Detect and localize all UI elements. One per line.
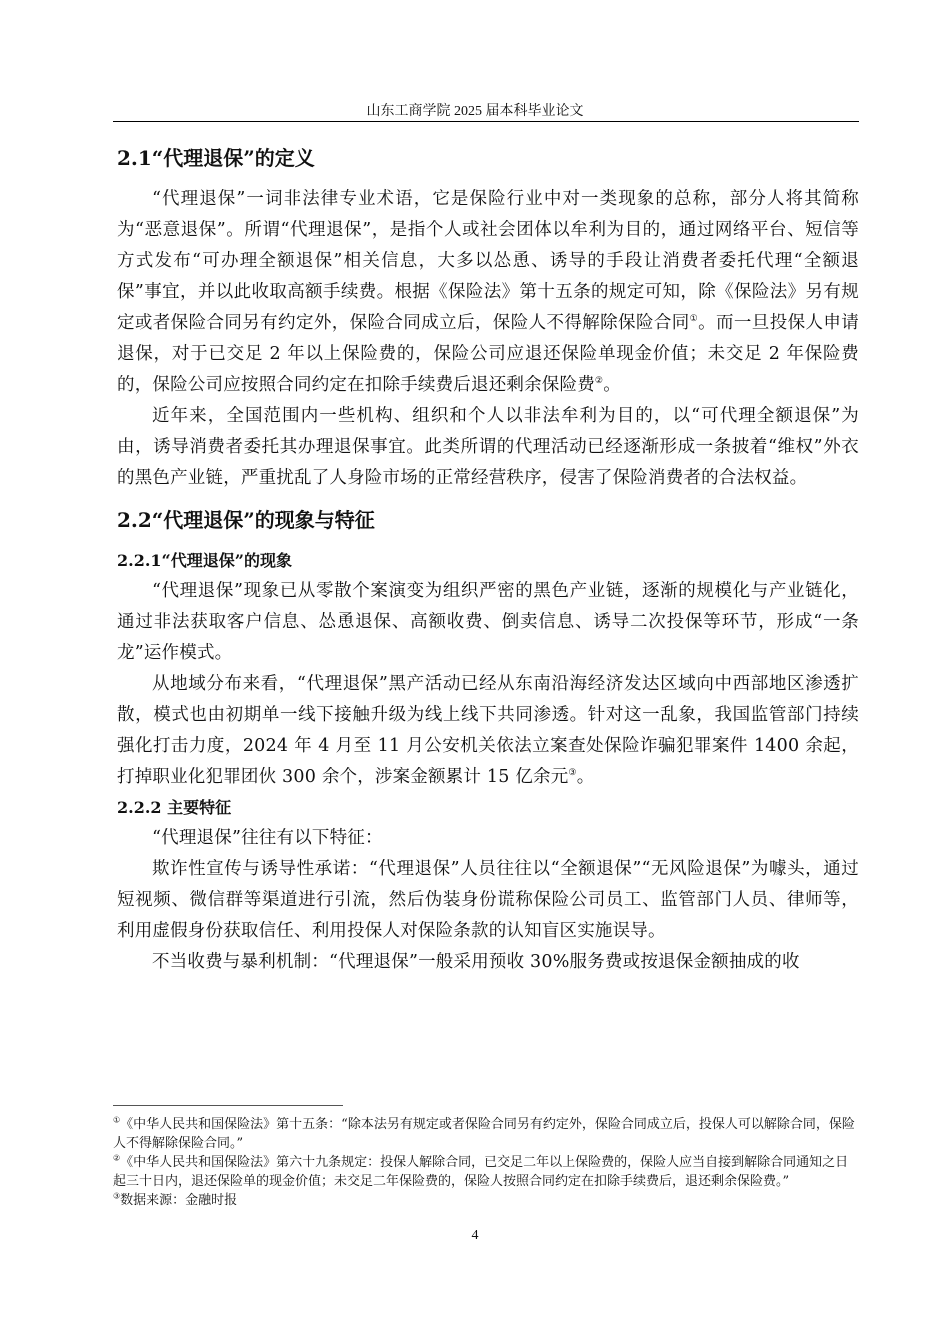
paragraph-text: 从地域分布来看，“代理退保”黑产活动已经从东南沿海经济发达区域向中西部地区渗透扩散，模式也由初期单一线下接触升级为线上线下共同渗透。针对这一乱象，我国监管部门持续强化打击力度，2024 年 4 月至 11 月公安机关依法立案查处保险诈骗犯罪案件 1400 余起，打掉职业化犯罪团伙 300 余个，涉案金额累计 15 亿余元 [117, 674, 859, 787]
footnotes [113, 1115, 859, 1210]
paragraph-definition [117, 184, 859, 401]
subsection-heading-2-2-1: 2.2.1“代理退保”的现象 [117, 551, 292, 570]
footnote-1 [113, 1115, 859, 1153]
footnote-ref-3[interactable]: ③ [568, 767, 577, 778]
paragraph-recent-years: 近年来，全国范围内一些机构、组织和个人以非法牟利为目的，以“可代理全额退保”为由，诱导消费者委托其办理退保事宜。此类所谓的代理活动已经逐渐形成一条披着“维权”外衣的黑色产业链，严重扰乱了人身险市场的正常经营秩序，侵害了保险消费者的合法权益。 [117, 406, 859, 488]
footnote-text: 数据来源：金融时报 [120, 1193, 238, 1208]
paragraph-text: 。 [603, 375, 621, 395]
footnote-mark: ① [113, 1115, 121, 1125]
main-content [117, 138, 859, 978]
header-divider [113, 121, 859, 122]
footnote-divider [113, 1105, 343, 1106]
paragraph-fraud-promotion: 欺诈性宣传与诱导性承诺：“代理退保”人员往往以“全额退保”“无风险退保”为噱头，通过短视频、微信群等渠道进行引流，然后伪装身份谎称保险公司员工、监管部门人员、律师等，利用虚假身份获取信任、利用投保人对保险条款的认知盲区实施误导。 [117, 859, 859, 941]
footnote-3 [113, 1191, 859, 1210]
subsection-heading-2-2-2: 2.2.2 主要特征 [117, 798, 232, 817]
paragraph-text: “代理退保”一词非法律专业术语，它是保险行业中对一类现象的总称，部分人将其简称为“恶意退保”。所谓“代理退保”，是指个人或社会团体以牟利为目的，通过网络平台、短信等方式发布“可办理全额退保”相关信息，大多以怂恿、诱导的手段让消费者委托代理“全额退保”事宜，并以此收取高额手续费。根据《保险法》第十五条的规定可知，除《保险法》另有规定或者保险合同另有约定外，保险合同成立后，保险人不得解除保险合同 [117, 189, 859, 333]
section-heading-2-2: 2.2“代理退保”的现象与特征 [117, 508, 375, 532]
page-number: 4 [471, 1228, 479, 1243]
footnote-mark: ② [113, 1153, 121, 1163]
section-heading-2-1: 2.1“代理退保”的定义 [117, 146, 315, 170]
paragraph-improper-fees: 不当收费与暴利机制：“代理退保”一般采用预收 30%服务费或按退保金额抽成的收 [152, 952, 800, 972]
paragraph-text: 。 [576, 767, 595, 787]
paragraph-features-intro: “代理退保”往往有以下特征： [152, 828, 383, 848]
header-title: 山东工商学院 2025 届本科毕业论文 [366, 104, 584, 119]
footnote-mark: ③ [113, 1191, 121, 1201]
paragraph-text: 。而一旦投保人申请退保，对于已交足 2 年以上保险费的，保险公司应退还保险单现金价值；未交足 2 年保险费的，保险公司应按照合同约定在扣除手续费后退还剩余保险费 [117, 313, 859, 395]
paragraph-phenomenon: “代理退保”现象已从零散个案演变为组织严密的黑色产业链，逐渐的规模化与产业链化，通过非法获取客户信息、怂恿退保、高额收费、倒卖信息、诱导二次投保等环节，形成“一条龙”运作模式。 [117, 581, 859, 663]
footnote-text: 《中华人民共和国保险法》第十五条：“除本法另有规定或者保险合同另有约定外，保险合同成立后，投保人可以解除合同，保险人不得解除保险合同。” [113, 1117, 855, 1151]
footnote-ref-1[interactable]: ① [689, 313, 699, 324]
paragraph-regional-distribution [117, 669, 859, 793]
footnote-ref-2[interactable]: ② [594, 375, 604, 386]
footnote-2 [113, 1153, 859, 1191]
footnote-text: 《中华人民共和国保险法》第六十九条规定：投保人解除合同，已交足二年以上保险费的，保险人应当自接到解除合同通知之日起三十日内，退还保险单的现金价值；未交足二年保险费的，保险人按照合同约定在扣除手续费后，退还剩余保险费。” [113, 1155, 849, 1189]
